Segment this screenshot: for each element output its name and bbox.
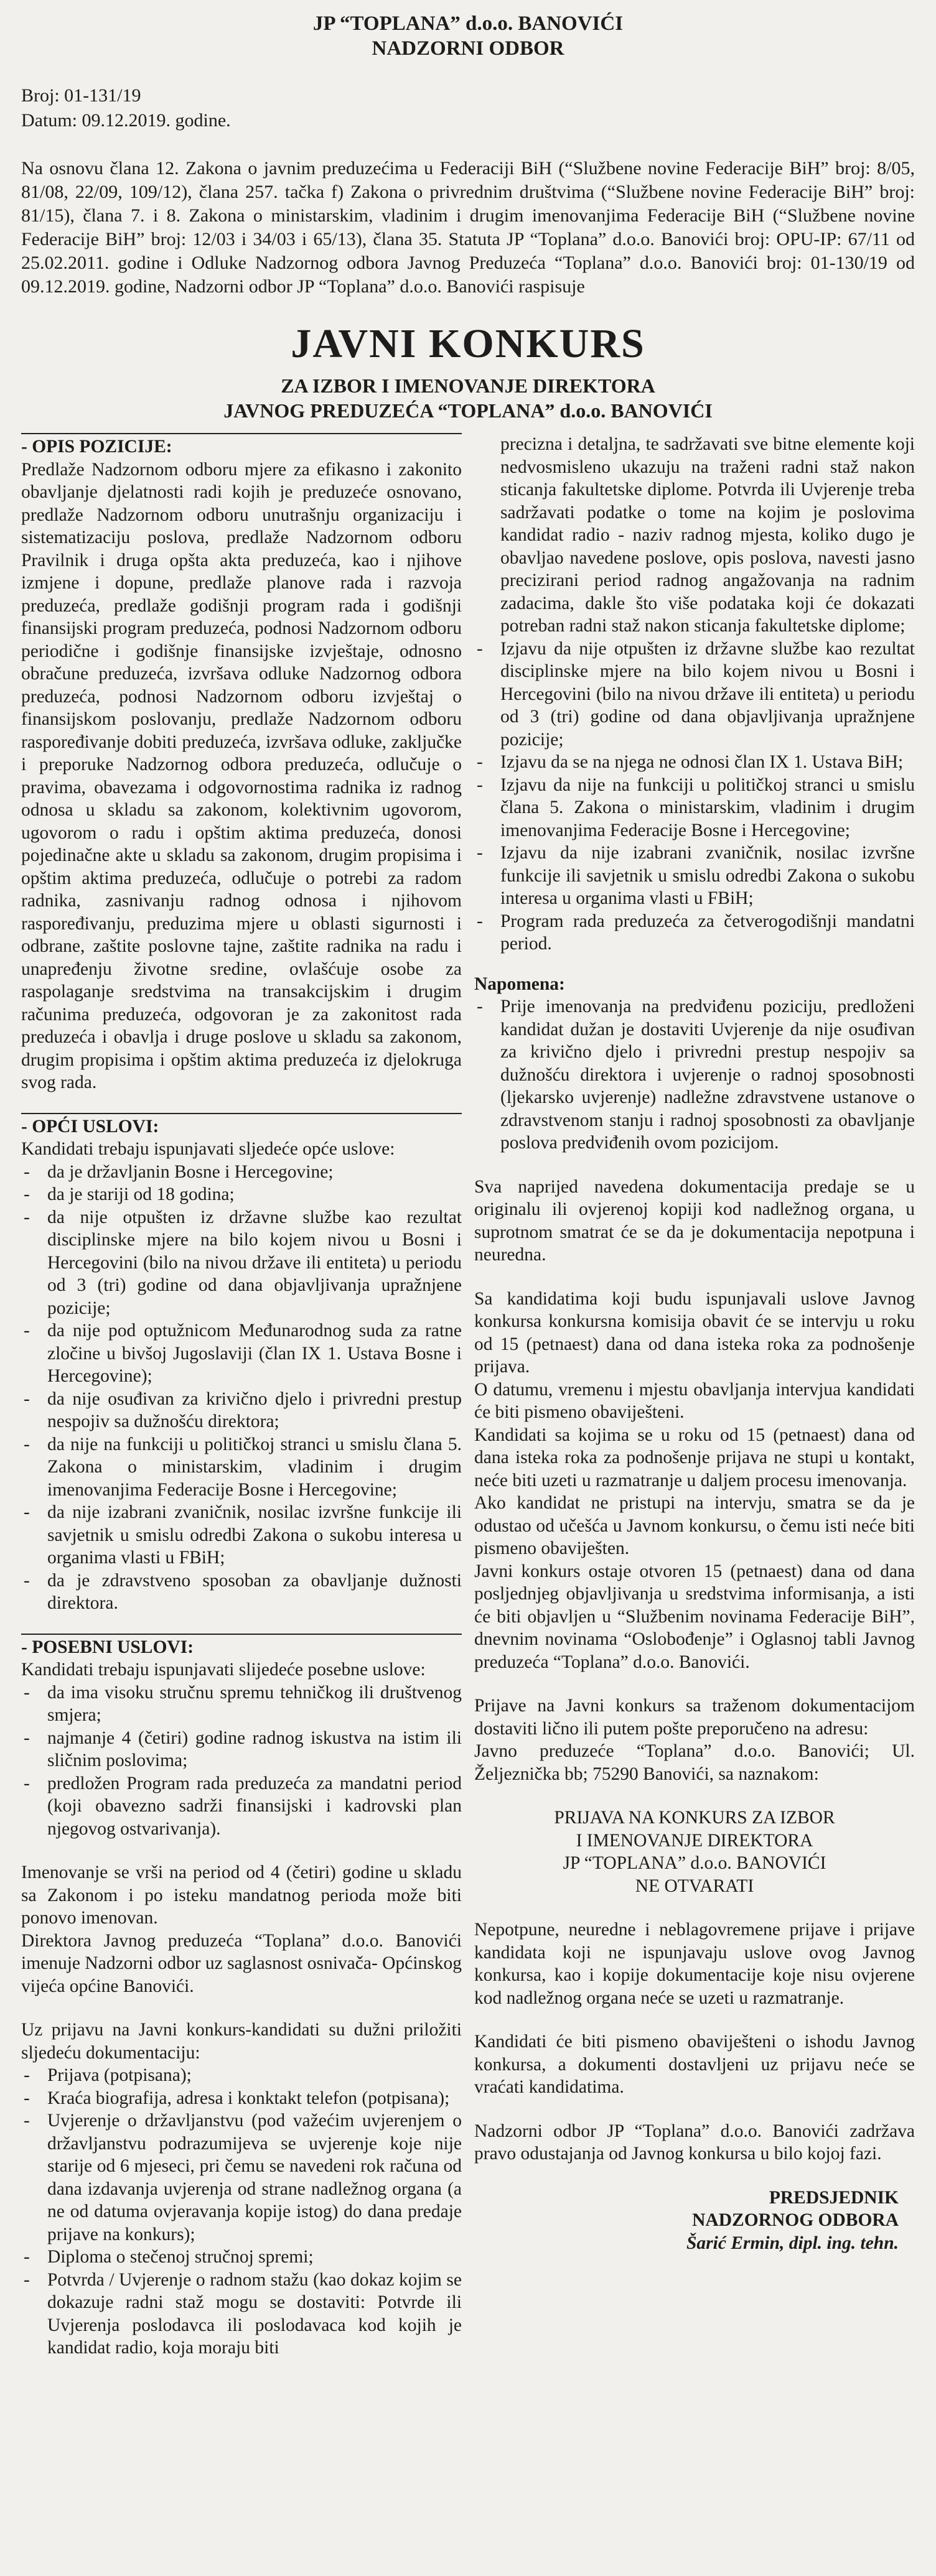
documents-intro: Uz prijavu na Javni konkurs-kandidati su dužni priložiti sljedeću dokumentaciju: [21,2020,462,2063]
appointment-authority-text: Direktora Javnog preduzeća “Toplana” d.o.o. Banovići imenuje Nadzorni odbor uz saglasnost osnivača- Općinskog vijeća općine Banovići. [21,1930,462,1996]
subtitle-line-2: JAVNOG PREDUZEĆA “TOPLANA” d.o.o. BANOVIĆI [223,399,713,422]
section-heading-posebni: - POSEBNI USLOVI: [21,1634,462,1659]
envelope-line: NE OTVARATI [635,1876,754,1896]
list-item: - da ima visoku stručnu spremu tehničkog ili društvenog smjera; [21,1681,462,1727]
note-heading: Napomena: [474,974,565,994]
list-item: - da nije pod optužnicom Međunarodnog suda za ratne zločine u bivšoj Jugoslaviji (član IX 1. Ustava Bosne i Hercegovine); [21,1319,462,1388]
incomplete-applications-paragraph: Nepotpune, neuredne i neblagovremene prijave i prijave kandidata koji ne ispunjavaju uslove ovog Javnog konkursa, kao i kopije dokumentacije koje nisu ovjerene kod nadležnog organa neće se uzeti u razmatranje. [474,1920,915,2008]
organization-header [21,11,915,61]
document-number: Broj: 01-131/19 [21,85,141,106]
list-item: - Diploma o stečenoj stručnoj spremi; [21,2246,462,2269]
body-columns [21,433,915,2360]
open-period-paragraph: Javni konkurs ostaje otvoren 15 (petnaest) dana od dana posljednjeg objavljivanja u sredstvima informisanja, a isti će biti objavljen u “Službenim novinama Federacije BiH”, dnevnim novinama “Oslobođenje” i Oglasnoj tabli Javnog preduzeća “Toplana” d.o.o. Banovići. [474,1561,915,1672]
org-name: JP “TOPLANA” d.o.o. BANOVIĆI [312,12,624,35]
general-conditions-list [21,1161,462,1615]
note-list [474,995,915,1155]
section-heading-opci: - OPĆI USLOVI: [21,1113,462,1138]
special-conditions-intro: Kandidati trebaju ispunjavati slijedeće posebne uslove: [21,1660,426,1680]
document-date: Datum: 09.12.2019. godine. [21,110,231,131]
right-column [474,433,915,2360]
list-item: - Izjavu da nije izabrani zvaničnik, nosilac izvršne funkcije ili savjetnik u smislu odredbi Zakona o sukobu interesa u organima vlasti u FBiH; [474,842,915,910]
documents-list [21,2064,462,2360]
originals-paragraph: Sva naprijed navedena dokumentacija predaje se u originalu ili ovjerenoj kopiji kod nadležnog organa, u suprotnom smatrat će se da je dokumentacija nepotpuna i neuredna. [474,1176,915,1265]
list-item: - Izjavu da nije na funkciji u političkoj stranci u smislu člana 5. Zakona o ministarskim, vladinim i drugim imenovanjima Federacije Bosne i Hercegovine; [474,774,915,842]
list-item: - da je zdravstveno sposoban za obavljanje dužnosti direktora. [21,1569,462,1615]
special-conditions-list [21,1681,462,1841]
signature-body: NADZORNOG ODBORA [692,2210,899,2230]
list-item: - da nije na funkciji u političkoj stranci u smislu člana 5. Zakona o ministarskim, vladinim i drugim imenovanjima Federacije Bosne i Hercegovine; [21,1433,462,1502]
submission-paragraph: Prijave na Javni konkurs sa traženom dokumentacijom dostaviti lično ili putem pošte preporučeno na adresu: [474,1696,915,1739]
document-meta [21,83,915,133]
list-item: - Uvjerenje o državljanstvu (pod važećim uvjerenjem o državljanstvu podrazumijeva se uvjerenje koje nije starije od 6 mjeseci, pri čemu se navedeni rok računa od dana izdavanja uvjerenja od strane nadležnog organa (a ne od datuma ovjeravanja kopije istog) do dana predaje prijave na konkurs); [21,2109,462,2246]
list-item: - da nije izabrani zvaničnik, nosilac izvršne funkcije ili savjetnik u smislu odredbi Zakona o sukobu interesa u organima vlasti u FBiH; [21,1501,462,1569]
page-title: JAVNI KONKURS [291,321,645,366]
list-item: - Kraća biografija, adresa i konktakt telefon (potpisana); [21,2087,462,2110]
envelope-line: PRIJAVA NA KONKURS ZA IZBOR [554,1808,835,1828]
left-column [21,433,462,2360]
list-item: - da nije otpušten iz državne službe kao rezultat disciplinske mjere na bilo kojem nivou u Bosni i Hercegovini (bilo na nivou države ili entiteta) u periodu od 3 (tri) godine od dana objavljivanja upražnjene pozicije; [21,1206,462,1320]
position-description: Predlaže Nadzornom odboru mjere za efikasno i zakonito obavljanje djelatnosti radi kojih je preduzeće osnovano, predlaže Nadzornom odboru unutrašnju organizaciju i sistematizaciju poslova, predlaže Nadzornom odboru Pravilnik i druga opšta akta preduzeća, kao i njihove izmjene i dopune, predlaže planove rada i razvoja preduzeća, predlaže godišnji program rada i godišnji finansijski program preduzeća, podnosi Nadzornom odboru periodične i godišnje finansijske izvještaje, odnosno obračune preduzeća, izvršava odluke Nadzornog odbora preduzeća, podnosi Nadzornom odboru izvještaj o finansijskom poslovanju, predlaže Nadzornom odboru raspoređivanje dobiti preduzeća, izvršava odluke, zaključke i preporuke Nadzornog odbora preduzeća, odlučuje o pravima, obavezama i odgovornostima radnika iz radnog odnosa u skladu sa zakonom, kolektivnim ugovorom, ugovorom o radu i opštim aktima preduzeća, donosi pojedinačne akte u skladu sa zakonom, drugim propisima i opštim aktima preduzeća, odlučuje o potrebi za radom radnika, zasnivanju radnog odnosa i njihovom raspoređivanju, preduzima mjere u oblasti sigurnosti i odbrane, zaštite poslovne tajne, zaštite radnika na radu i unapređenju životne sredine, ovlašćuje osobe za raspolaganje sredstvima na transakcijskim i drugim računima preduzeća, odgovoran je za zakonitost rada preduzeća i obavlja i druge poslove u skladu sa zakonom, drugim propisima i opštim aktima preduzeća iz djelokruga svog rada. [21,459,462,1092]
list-item: - Izjavu da se na njega ne odnosi član IX 1. Ustava BiH; [474,751,915,774]
list-item: - Prijava (potpisana); [21,2064,462,2087]
general-conditions-intro: Kandidati trebaju ispunjavati sljedeće opće uslove: [21,1139,395,1159]
list-item: - Izjavu da nije otpušten iz državne službe kao rezultat disciplinske mjere na bilo kojem nivou u Bosni i Hercegovini (bilo na nivou države ili entiteta) u periodu od 3 (tri) godine od dana objavljivanja upražnjene pozicije; [474,638,915,751]
signature-block [474,2187,915,2255]
envelope-line: JP “TOPLANA” d.o.o. BANOVIĆI [563,1853,826,1873]
interview-paragraph: Sa kandidatima koji budu ispunjavali uslove Javnog konkursa konkursna komisija obavit će se intervju u roku od 15 (petnaest) dana od dana isteka roka za podnošenje prijava. [474,1288,915,1377]
no-show-paragraph: Ako kandidat ne pristupi na intervju, smatra se da je odustao od učešća u Javnom konkursu, o čemu isti neće biti pismeno obaviješten. [474,1493,915,1558]
no-contact-paragraph: Kandidati sa kojima se u roku od 15 (petnaest) dana od dana isteka roka za podnošenje prijava ne stupi u kontakt, neće biti uzeti u razmatranje u daljem procesu imenovanja. [474,1425,915,1490]
list-item: - najmanje 4 (četiri) godine radnog iskustva na istim ili sličnim poslovima; [21,1727,462,1772]
envelope-marking [474,1806,915,1897]
signature-title: PREDSJEDNIK [769,2187,899,2208]
withdrawal-right-paragraph: Nadzorni odbor JP “Toplana” d.o.o. Banovići zadržava pravo odustajanja od Javnog konkursa u bilo kojoj fazi. [474,2121,915,2164]
list-item: - da je stariji od 18 godina; [21,1183,462,1206]
interview-notice-paragraph: O datumu, vremenu i mjestu obavljanja intervjua kandidati će biti pismeno obaviješteni. [474,1379,915,1422]
list-item: - Prije imenovanja na predviđenu poziciju, predloženi kandidat dužan je dostaviti Uvjerenje da nije osuđivan za krivično djelo i privredni prestup nespojiv sa dužnošću direktora i uvjerenje o radnoj sposobnosti (ljekarsko uvjerenje) nadležne zdravstvene ustanove o zdravstvenom stanju i radnoj sposobnosti za obavljanje poslova predviđenih ovom pozicijom. [474,995,915,1155]
list-item: - da je državljanin Bosne i Hercegovine; [21,1161,462,1184]
submission-address: Javno preduzeće “Toplana” d.o.o. Banovići; Ul. Željeznička bb; 75290 Banovići, sa naznakom: [474,1741,915,1784]
list-item: - Potvrda / Uvjerenje o radnom stažu (kao dokaz kojim se dokazuje radni staž mogu se dostaviti: Potvrde ili Uvjerenja poslodavca ili poslodavaca kod kojih je kandidat radio, koja moraju biti [21,2269,462,2360]
outcome-paragraph: Kandidati će biti pismeno obaviješteni o ishodu Javnog konkursa, a dokumenti dostavljeni uz prijavu neće se vraćati kandidatima. [474,2032,915,2097]
list-item: - da nije osuđivan za krivično djelo i privredni prestup nespojiv sa dužnošću direktora; [21,1388,462,1433]
signature-name: Šarić Ermin, dipl. ing. tehn. [686,2233,899,2253]
section-heading-opis: - OPIS POZICIJE: [21,433,462,458]
documents-continuation: precizna i detaljna, te sadržavati sve bitne elemente koji nedvosmisleno ukazuju na traženi radni staž nakon sticanja fakultetske diplome. Potvrda ili Uvjerenje treba sadržavati podatke o tome na kojim je poslovima kandidat radio - naziv radnog mjesta, koliko dugo je obavljao navedene poslove, opis poslova, navesti jasno precizirani period radnog angažovanja na radnim zadacima, dakle što više podataka koji će dokazati potreban radni staž nakon sticanja fakultetske diplome; [500,434,915,636]
envelope-line: I IMENOVANJE DIREKTORA [576,1830,813,1851]
org-body: NADZORNI ODBOR [372,37,564,60]
statements-list [474,638,915,956]
list-item: - Program rada preduzeća za četverogodišnji mandatni period. [474,910,915,956]
list-item: - predložen Program rada preduzeća za mandatni period (koji obavezno sadrži finansijski i kadrovski plan njegovog ostvarivanja). [21,1772,462,1841]
legal-basis-paragraph: Na osnovu člana 12. Zakona o javnim preduzećima u Federaciji BiH (“Službene novine Federacije BiH” broj: 8/05, 81/08, 22/09, 109/12), člana 257. tačka f) Zakona o privrednim društvima (“Službene novine Federacije BiH” broj: 81/15), člana 7. i 8. Zakona o ministarskim, vladinim i drugim imenovanjima Federacije BiH (“Službene novine Federacije BiH” broj: 12/03 i 34/03 i 65/13), člana 35. Statuta JP “Toplana” d.o.o. Banovići broj: OPU-IP: 67/11 od 25.02.2011. godine i Odluke Nadzornog odbora Javnog Preduzeća “Toplana” d.o.o. Banovići broj: 01-130/19 od 09.12.2019. godine, Nadzorni odbor JP “Toplana” d.o.o. Banovići raspisuje [21,158,915,297]
page-subtitle [21,373,915,423]
appointment-term-text: Imenovanje se vrši na period od 4 (četiri) godine u skladu sa Zakonom i po isteku mandatnog perioda može biti ponovo imenovan. [21,1862,462,1928]
subtitle-line-1: ZA IZBOR I IMENOVANJE DIREKTORA [281,374,655,397]
